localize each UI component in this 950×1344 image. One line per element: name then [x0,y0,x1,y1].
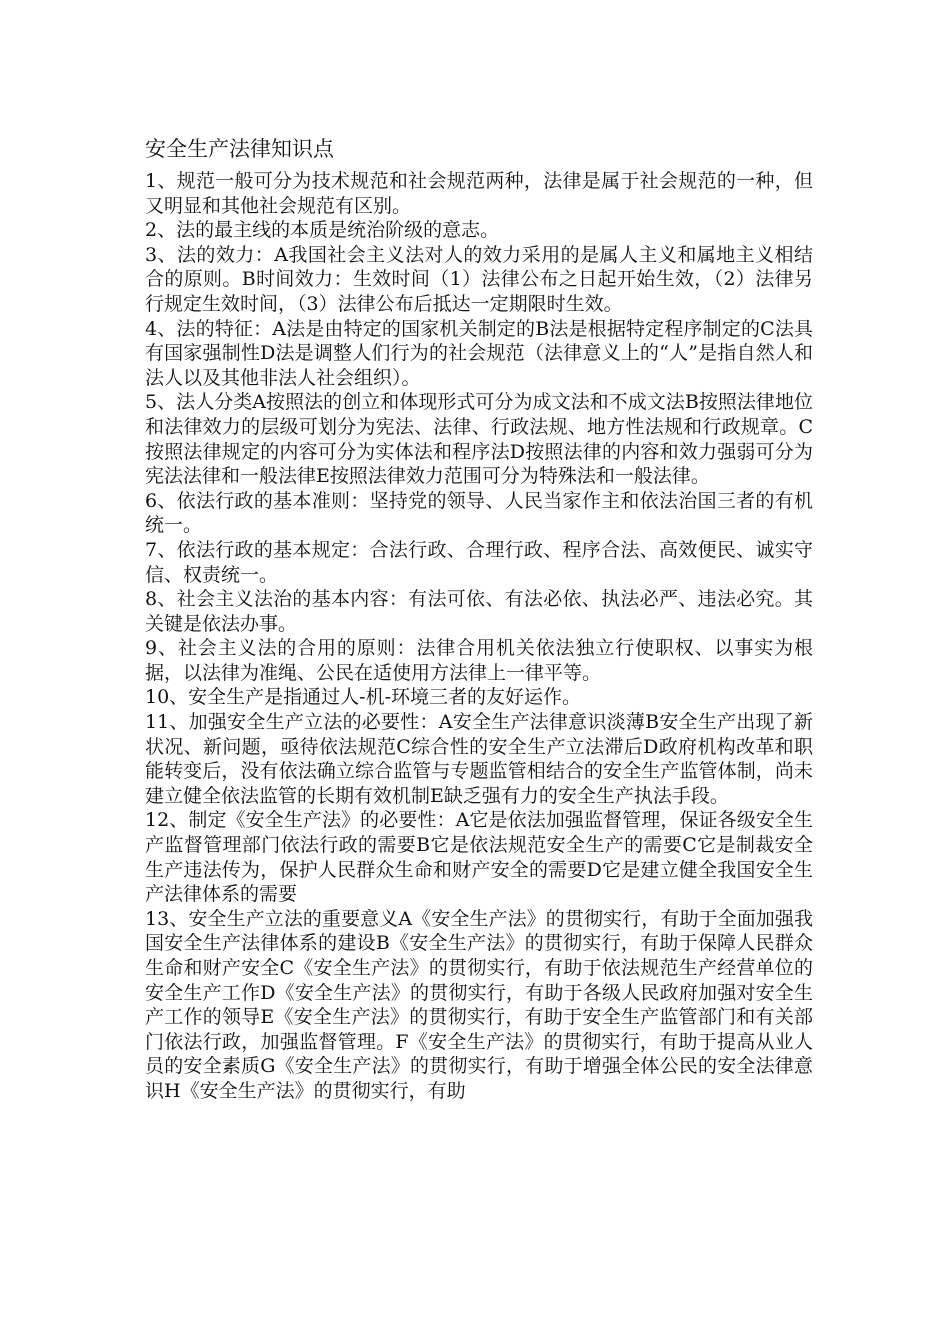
paragraph-13: 13、安全生产立法的重要意义A《安全生产法》的贯彻实行，有助于全面加强我国安全生产法律体系的建设B《安全生产法》的贯彻实行，有助于保障人民群众生命和财产安全C《安全生产法》的贯彻实行，有助于依法规范生产经营单位的安全生产工作D《安全生产法》的贯彻实行，有助于各级人民政府加强对安全生产工作的领导E《安全生产法》的贯彻实行，有助于安全生产监管部门和有关部门依法行政，加强监督管理。F《安全生产法》的贯彻实行，有助于提高从业人员的安全素质G《安全生产法》的贯彻实行，有助于增强全体公民的安全法律意识H《安全生产法》的贯彻实行，有助 [145,907,813,1102]
paragraph-1: 1、规范一般可分为技术规范和社会规范两种，法律是属于社会规范的一种，但又明显和其他社会规范有区别。 [145,170,813,217]
paragraph-10: 10、安全生产是指通过人-机-环境三者的友好运作。 [145,686,582,709]
paragraph-4: 4、法的特征：A法是由特定的国家机关制定的B法是根据特定程序制定的C法具有国家强制性D法是调整人们行为的社会规范（法律意义上的“人”是指自然人和法人以及其他非法人社会组织）。 [145,317,813,389]
paragraph-8: 8、社会主义法治的基本内容：有法可依、有法必依、执法必严、违法必究。其关键是依法办事。 [145,588,813,635]
paragraph-11: 11、加强安全生产立法的必要性：A安全生产法律意识淡薄B安全生产出现了新状况、新问题，亟待依法规范C综合性的安全生产立法滞后D政府机构改革和职能转变后，没有依法确立综合监管与专题监管相结合的安全生产监管体制，尚未建立健全依法监管的长期有效机制E缺乏强有力的安全生产执法手段。 [145,711,813,807]
paragraph-2: 2、法的最主线的本质是统治阶级的意志。 [145,219,500,242]
paragraph-12: 12、制定《安全生产法》的必要性：A它是依法加强监督管理，保证各级安全生产监督管理部门依法行政的需要B它是依法规范安全生产的需要C它是制裁安全生产违法传为，保护人民群众生命和财产安全的需要D它是建立健全我国安全生产法律体系的需要 [145,809,813,906]
paragraph-5: 5、法人分类A按照法的创立和体现形式可分为成文法和不成文法B按照法律地位和法律效力的层级可划分为宪法、法律、行政法规、地方性法规和行政规章。C按照法律规定的内容可分为实体法和程序法D按照法律的内容和效力强弱可分为宪法法律和一般法律E按照法律效力范围可分为特殊法和一般法律。 [145,391,813,488]
document-body [145,133,813,1104]
document-title: 安全生产法律知识点 [145,137,334,161]
paragraph-6: 6、依法行政的基本准则：坚持党的领导、人民当家作主和依法治国三者的有机统一。 [145,489,813,537]
paragraph-7: 7、依法行政的基本规定：合法行政、合理行政、程序合法、高效便民、诚实守信、权责统一。 [145,538,813,586]
paragraph-9: 9、社会主义法的合用的原则：法律合用机关依法独立行使职权、以事实为根据，以法律为准绳、公民在适使用方法律上一律平等。 [145,637,813,684]
paragraph-3: 3、法的效力：A我国社会主义法对人的效力采用的是属人主义和属地主义相结合的原则。B时间效力：生效时间（1）法律公布之日起开始生效，（2）法律另行规定生效时间，（3）法律公布后抵达一定期限时生效。 [145,243,813,315]
